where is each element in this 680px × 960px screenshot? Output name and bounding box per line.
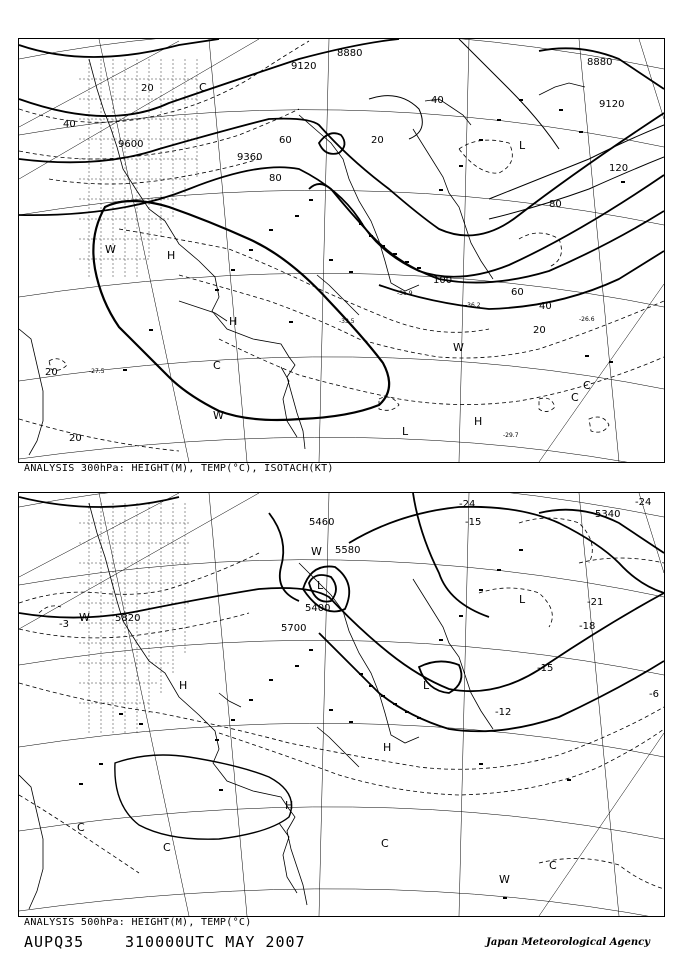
high-center: H xyxy=(285,799,294,812)
isotach-label: 20 xyxy=(69,433,82,444)
temperature-label: -24 xyxy=(635,497,652,508)
map-500hpa-svg xyxy=(19,493,664,916)
height-label: 8880 xyxy=(337,48,363,59)
cold-center: C xyxy=(213,359,221,372)
low-center: L xyxy=(519,139,526,152)
panel-caption-300hpa: ANALYSIS 300hPa: HEIGHT(M), TEMP(°C), ISOTACH(KT) xyxy=(24,463,334,474)
temperature-label: -3 xyxy=(59,619,69,630)
cold-center: C xyxy=(583,379,591,392)
coastlines xyxy=(19,59,585,455)
cold-center: C xyxy=(549,859,557,872)
cold-center: C xyxy=(163,841,171,854)
isotach-label: 20 xyxy=(141,83,154,94)
valid-time: 310000UTC MAY 2007 xyxy=(125,933,306,951)
isotach-label: 20 xyxy=(45,367,58,378)
warm-center: W xyxy=(499,873,510,886)
height-label: 5820 xyxy=(115,613,141,624)
height-label: 5580 xyxy=(335,545,361,556)
high-center: H xyxy=(229,315,238,328)
height-label: 5460 xyxy=(309,517,335,528)
height-label: 9120 xyxy=(599,99,625,110)
temperature-label: -18 xyxy=(579,621,596,632)
warm-center: W xyxy=(105,243,116,256)
temperature-label: -26.6 xyxy=(579,316,595,323)
high-center: H xyxy=(167,249,176,262)
cold-center: C xyxy=(381,837,389,850)
isotach-label: 60 xyxy=(511,287,524,298)
low-center: L xyxy=(317,579,324,592)
temperature-label: -27.5 xyxy=(89,368,105,375)
warm-center: W xyxy=(79,611,90,624)
warm-center: W xyxy=(213,409,224,422)
isotach-label: 100 xyxy=(433,275,453,286)
chart-id: AUPQ35 xyxy=(24,933,85,951)
isotach-label: 40 xyxy=(431,95,444,106)
temperature-label: -29.7 xyxy=(503,432,519,439)
graticule xyxy=(19,493,664,916)
temperature-label: -21 xyxy=(587,597,604,608)
warm-center: W xyxy=(453,341,464,354)
cold-center: C xyxy=(199,81,207,94)
coastlines xyxy=(19,503,493,909)
height-label: 5340 xyxy=(595,509,621,520)
height-label: 9120 xyxy=(291,61,317,72)
isotach-label: 40 xyxy=(63,119,76,130)
height-label: 5400 xyxy=(305,603,331,614)
isotach-label: 20 xyxy=(371,135,384,146)
temperature-label: -24 xyxy=(459,499,476,510)
height-label: 9360 xyxy=(237,152,263,163)
temperature-label: -33.5 xyxy=(339,318,355,325)
map-300hpa-svg xyxy=(19,39,664,462)
isotach-label: 80 xyxy=(269,173,282,184)
height-label: 8880 xyxy=(587,57,613,68)
high-center: H xyxy=(383,741,392,754)
low-center: L xyxy=(402,425,409,438)
map-panel-300hpa xyxy=(18,38,665,463)
panel-caption-500hpa: ANALYSIS 500hPa: HEIGHT(M), TEMP(°C) xyxy=(24,917,252,928)
temperature-label: -15 xyxy=(537,663,554,674)
high-center: H xyxy=(474,415,483,428)
temperature-label: -15 xyxy=(465,517,482,528)
temperature-label: -36.9 xyxy=(397,290,413,297)
temperature-label: -12 xyxy=(495,707,512,718)
temperature-label: -6 xyxy=(649,689,659,700)
cold-center: C xyxy=(571,391,579,404)
isotach-label: 80 xyxy=(549,199,562,210)
low-center: L xyxy=(423,679,430,692)
warm-center: W xyxy=(311,545,322,558)
isotach-label: 20 xyxy=(533,325,546,336)
outlined-region xyxy=(115,755,292,839)
temperature-label: -36.2 xyxy=(465,302,481,309)
isotach-label: 40 xyxy=(539,301,552,312)
height-contours xyxy=(19,39,664,309)
high-center: H xyxy=(179,679,188,692)
low-center: L xyxy=(519,593,526,606)
isotach-label: 120 xyxy=(609,163,629,174)
isotach-label: 60 xyxy=(279,135,292,146)
height-label: 9600 xyxy=(118,139,144,150)
height-label: 5700 xyxy=(281,623,307,634)
map-panel-500hpa xyxy=(18,492,665,917)
agency-name: Japan Meteorological Agency xyxy=(486,937,650,948)
cold-center: C xyxy=(77,821,85,834)
